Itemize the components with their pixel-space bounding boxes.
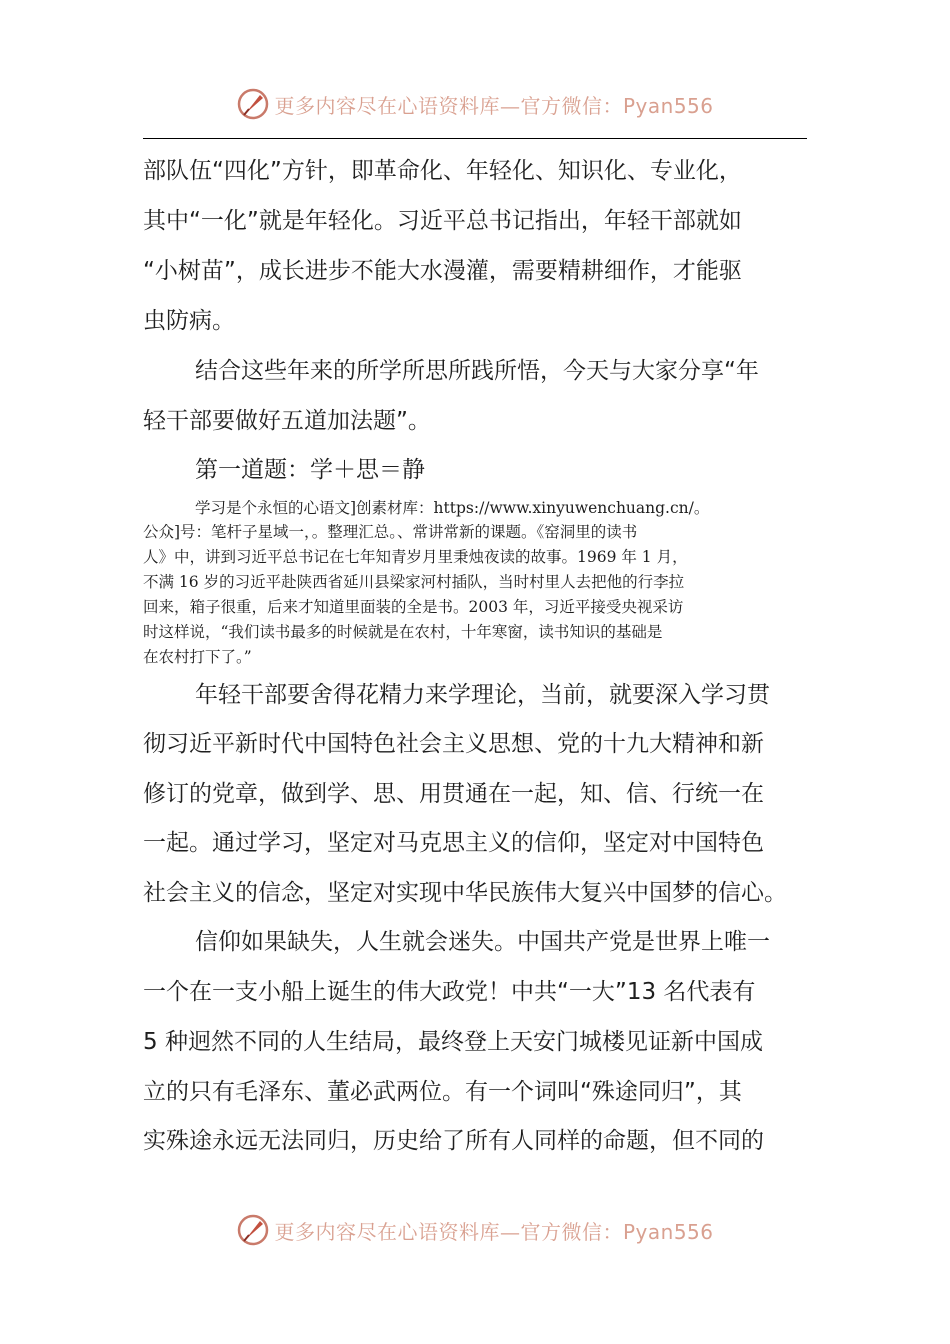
banner-label: 更多内容尽在心语资料库—官方微信：Pyan556 [274, 93, 714, 118]
header-banner [0, 84, 950, 124]
footer-banner [0, 1210, 950, 1250]
body-line: 其中“一化”就是年轻化。习近平总书记指出，年轻干部就如 [143, 208, 742, 234]
body-line: 年轻干部要舍得花精力来学理论，当前，就要深入学习贯 [195, 682, 770, 708]
body-line: 彻习近平新时代中国特色社会主义思想、党的十九大精神和新 [143, 731, 764, 757]
body-line: 一起。通过学习，坚定对马克思主义的信仰，坚定对中国特色 [143, 830, 764, 856]
body-line: 部队伍“四化”方针，即革命化、年轻化、知识化、专业化， [143, 158, 742, 184]
quote-line: 学习是个永恒的心语文]创素材库：https://www.xinyuwenchuang.cn/。 [195, 499, 710, 517]
quote-line: 人》中，讲到习近平总书记在七年知青岁月里秉烛夜读的故事。1969 年 1 月， [143, 548, 688, 566]
feather-pen-logo-icon [236, 87, 270, 121]
wechat-id: Pyan556 [622, 1219, 714, 1244]
section-heading: 第一道题：学＋思＝静 [195, 457, 425, 483]
quote-line: 公众]号：笔杆子星域一，。整理汇总。、常讲常新的课题。《窑洞里的读书 [143, 523, 638, 541]
body-line: 虫防病。 [143, 308, 235, 334]
quote-line: 时这样说，“我们读书最多的时候就是在农村，十年寒窗，读书知识的基础是 [143, 623, 663, 641]
quote-line: 回来，箱子很重，后来才知道里面装的全是书。2003 年，习近平接受央视采访 [143, 598, 684, 616]
wechat-id: Pyan556 [622, 93, 714, 118]
body-line: “小树苗”，成长进步不能大水漫灌，需要精耕细作，才能驱 [143, 258, 742, 284]
banner-label: 更多内容尽在心语资料库—官方微信：Pyan556 [274, 1219, 714, 1244]
body-line: 一个在一支小船上诞生的伟大政党！中共“一大”13 名代表有 [143, 979, 756, 1005]
body-line: 立的只有毛泽东、董必武两位。有一个词叫“殊途同归”，其 [143, 1079, 742, 1105]
body-line: 轻干部要做好五道加法题”。 [143, 408, 431, 434]
header-divider [143, 138, 807, 139]
quote-line: 不满 16 岁的习近平赴陕西省延川县梁家河村插队，当时村里人去把他的行李拉 [143, 573, 685, 591]
quote-line: 在农村打下了。” [143, 648, 252, 666]
body-line: 实殊途永远无法同归，历史给了所有人同样的命题，但不同的 [143, 1128, 764, 1154]
body-line: 结合这些年来的所学所思所践所悟，今天与大家分享“年 [195, 358, 759, 384]
feather-pen-logo-icon [236, 1213, 270, 1247]
body-line: 信仰如果缺失，人生就会迷失。中国共产党是世界上唯一 [195, 929, 770, 955]
body-line: 修订的党章，做到学、思、用贯通在一起，知、信、行统一在 [143, 781, 764, 807]
body-line: 社会主义的信念，坚定对实现中华民族伟大复兴中国梦的信心。 [143, 880, 787, 906]
body-line: 5 种迥然不同的人生结局，最终登上天安门城楼见证新中国成 [143, 1029, 763, 1055]
